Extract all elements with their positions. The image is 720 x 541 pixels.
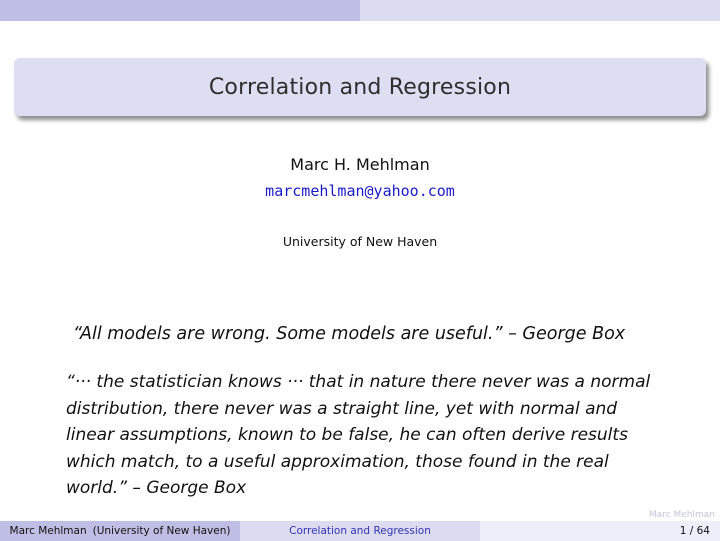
quote-box-1: “All models are wrong. Some models are useful.” – George Box xyxy=(73,324,626,344)
page-number: 1 / 64 xyxy=(679,525,710,537)
footer-author: Marc Mehlman xyxy=(9,525,87,537)
footer-institute: (University of New Haven) xyxy=(92,525,231,537)
footer-page-section xyxy=(480,521,720,541)
author-name: Marc H. Mehlman xyxy=(290,155,430,174)
footer-title: Correlation and Regression xyxy=(289,525,431,537)
watermark-author: Marc Mehlman xyxy=(648,510,715,520)
top-bar-section-left xyxy=(0,0,360,21)
top-navigation-bar xyxy=(0,0,720,21)
footer-bar xyxy=(0,521,720,541)
slide-title: Correlation and Regression xyxy=(208,74,512,100)
quote-box-2: “··· the statistician knows ··· that in nature there never was a normal distribution, there never was a straight line, yet with normal and linear assumptions, known to be false, he can often derive results which match, to a useful approximation, those found in the real world.” – George Box xyxy=(66,372,651,498)
top-bar-section-right xyxy=(360,0,720,21)
institute-name: University of New Haven xyxy=(282,234,438,249)
footer-title-section[interactable] xyxy=(240,521,480,541)
footer-author-section[interactable] xyxy=(0,521,240,541)
author-email-link[interactable]: marcmehlman@yahoo.com xyxy=(265,182,455,200)
title-block xyxy=(14,58,706,116)
